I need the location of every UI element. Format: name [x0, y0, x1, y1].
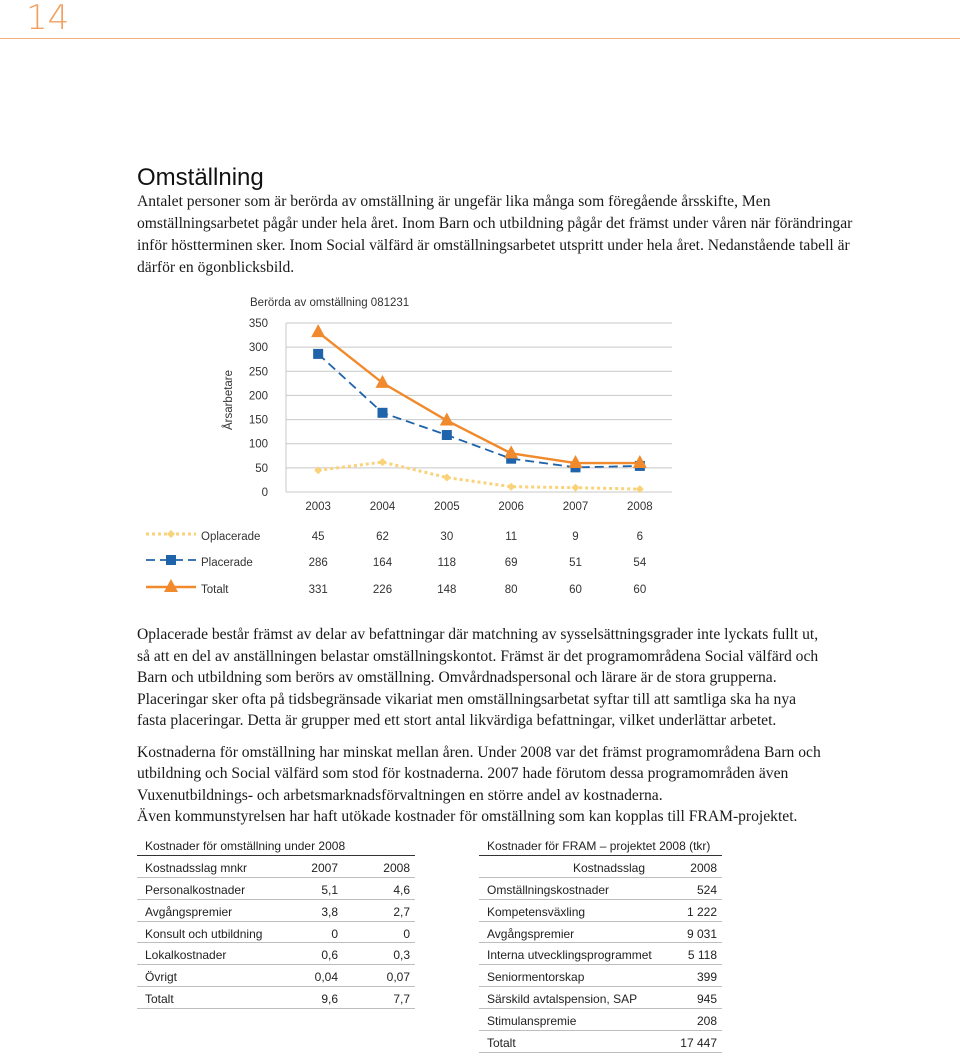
- table-row: [137, 900, 415, 922]
- x-tick-label: 2003: [305, 501, 331, 513]
- body-paragraph-3: Även kommunstyrelsen har haft utökade kostnader för omställning som kan kopplas till FRAM-projektet.: [137, 808, 798, 825]
- table-cell: Övrigt: [145, 970, 178, 985]
- fram-table: [479, 834, 722, 1053]
- table-cell: Totalt: [145, 992, 174, 1007]
- table-cell: Lokalkostnader: [145, 948, 227, 963]
- table-cell: Personalkostnader: [145, 882, 246, 897]
- data-label: 9: [572, 531, 579, 543]
- table-cell: 524: [696, 882, 717, 897]
- table-row-total: [137, 987, 415, 1009]
- table-cell: 4,6: [393, 882, 410, 897]
- data-label: 30: [440, 531, 454, 543]
- y-tick-label: 300: [248, 342, 268, 355]
- table-cell: 9,6: [321, 992, 338, 1007]
- data-point-totalt: [311, 324, 325, 337]
- legend-marker-oplacerade: [167, 530, 175, 538]
- table-cell: 0,07: [386, 970, 410, 985]
- data-label: 286: [308, 557, 328, 569]
- data-point-placerade: [442, 430, 452, 440]
- y-axis-label: Årsarbetare: [223, 369, 235, 431]
- x-tick-label: 2004: [369, 501, 396, 513]
- legend-marker-placerade: [166, 555, 176, 565]
- table-cell: 945: [696, 992, 717, 1007]
- series-line-oplacerade: [318, 462, 640, 489]
- chart-title: Berörda av omställning 081231: [250, 297, 410, 309]
- table-cell: Särskild avtalspension, SAP: [487, 992, 638, 1007]
- table-cell: 9 031: [686, 926, 717, 941]
- section-heading: Omställning: [137, 164, 264, 191]
- table-row: [479, 900, 722, 922]
- table-row: [137, 965, 415, 987]
- data-label: 331: [308, 584, 328, 596]
- table-cell: Totalt: [487, 1036, 516, 1051]
- legend-marker-totalt: [164, 579, 178, 592]
- table-cell: 5 118: [687, 948, 717, 963]
- data-label: 11: [505, 531, 518, 543]
- data-point-oplacerade: [379, 458, 387, 466]
- fram-table-header: 2008: [690, 860, 717, 875]
- cost-table-title-row: [137, 834, 415, 856]
- table-cell: 2,7: [393, 904, 410, 919]
- table-cell: 17 447: [680, 1036, 717, 1051]
- data-label: 80: [504, 584, 518, 596]
- table-cell: Stimulanspremie: [487, 1014, 577, 1029]
- x-tick-label: 2006: [498, 501, 524, 513]
- table-cell: 0: [403, 926, 410, 941]
- data-point-placerade: [313, 349, 323, 359]
- page-number: 14: [26, 0, 70, 38]
- table-cell: Interna utvecklingsprogrammet: [487, 948, 652, 963]
- table-row: [479, 1009, 722, 1031]
- x-tick-label: 2007: [562, 501, 589, 513]
- data-label: 226: [372, 584, 393, 596]
- table-row: [479, 965, 722, 987]
- cost-table-header-row: [137, 856, 415, 878]
- table-cell: 5,1: [321, 882, 338, 897]
- table-cell: 3,8: [321, 904, 338, 919]
- x-tick-label: 2008: [627, 501, 653, 513]
- table-cell: 208: [696, 1014, 717, 1029]
- y-tick-label: 150: [248, 414, 268, 427]
- data-label: 45: [311, 531, 325, 543]
- fram-table-title-row: [479, 834, 722, 856]
- legend-label-oplacerade: Oplacerade: [201, 531, 261, 543]
- table-cell: 7,7: [393, 992, 410, 1007]
- data-label: 118: [437, 557, 457, 569]
- table-row: [479, 922, 722, 944]
- table-cell: Avgångspremier: [145, 904, 233, 919]
- table-row: [137, 943, 415, 965]
- data-label: 69: [504, 557, 518, 569]
- y-tick-label: 100: [248, 438, 268, 451]
- table-cell: 0,04: [314, 970, 338, 985]
- data-label: 148: [437, 584, 457, 596]
- y-tick-label: 250: [248, 366, 268, 379]
- fram-table-header: Kostnadsslag: [572, 860, 645, 875]
- data-point-oplacerade: [507, 483, 515, 491]
- table-row: [479, 987, 722, 1009]
- table-cell: Seniormentorskap: [487, 970, 585, 985]
- legend-label-totalt: Totalt: [201, 584, 229, 596]
- data-label: 51: [569, 557, 582, 569]
- intro-paragraph: Antalet personer som är berörda av omställning är ungefär lika många som föregående årsskifte, Men omställningsarbetet pågår under hela året. Inom Barn och utbildning pågår det främst under våren när förändringar inför höstterminen sker. Inom Social välfärd är omställningsarbetet utspritt under hela året. Nedanstående tabell är därför en ögonblicksbild.: [137, 193, 853, 276]
- data-label: 60: [633, 584, 647, 596]
- table-cell: 399: [696, 970, 717, 985]
- cost-table-header: 2008: [383, 860, 410, 875]
- cost-table-header: 2007: [311, 860, 338, 875]
- data-label: 62: [376, 531, 389, 543]
- cost-table-title: Kostnader för omställning under 2008: [145, 839, 346, 853]
- data-point-oplacerade: [572, 484, 580, 492]
- data-point-placerade: [378, 408, 388, 418]
- table-row: [137, 922, 415, 944]
- data-label: 164: [372, 557, 393, 569]
- table-row-total: [479, 1031, 722, 1053]
- table-cell: 1 222: [686, 904, 717, 919]
- table-row: [479, 878, 722, 900]
- y-tick-label: 200: [248, 390, 268, 403]
- data-label: 54: [633, 557, 647, 569]
- data-label: 60: [569, 584, 582, 596]
- y-tick-label: 0: [261, 487, 268, 499]
- data-label: 6: [636, 531, 644, 543]
- body-section: [137, 624, 827, 828]
- cost-table: [137, 834, 415, 1009]
- table-cell: 0: [331, 926, 338, 941]
- table-row: [479, 943, 722, 965]
- body-paragraph-1: Oplacerade består främst av delar av befattningar där matchning av sysselsättningsgrader inte lyckats fullt ut, så att en del av anställningen belastar omställningskontot. Främst är det programområdena Social välfärd och Barn och utbildning som berörs av omställning. Omvårdnadspersonal och lärare är de stora grupperna. Placeringar sker ofta på tidsbegränsade vikariat men omställningsarbetat syftar till att samtliga ska ha nya fasta placeringar. Detta är grupper med ett stort antal likvärdiga befattningar, vilket underlättar arbetet.: [137, 626, 819, 729]
- data-point-oplacerade: [443, 474, 451, 482]
- table-cell: Omställningskostnader: [487, 882, 610, 897]
- table-cell: Kompetensväxling: [487, 904, 586, 919]
- x-tick-label: 2005: [434, 501, 460, 513]
- legend-label-placerade: Placerade: [201, 557, 253, 569]
- data-point-totalt: [376, 375, 390, 388]
- y-tick-label: 50: [255, 462, 268, 475]
- body-paragraph-2: Kostnaderna för omställning har minskat mellan åren. Under 2008 var det främst programområdena Barn och utbildning och Social välfärd som stod för kostnaderna. 2007 hade förutom dessa programområden även Vuxenutbildnings- och arbetsmarknadsförvaltningen en större andel av kostnaderna.: [137, 743, 821, 804]
- cost-table-header: Kostnadsslag mnkr: [145, 860, 248, 875]
- table-cell: 0,3: [393, 948, 410, 963]
- table-cell: Konsult och utbildning: [145, 926, 263, 941]
- table-cell: 0,6: [321, 948, 338, 963]
- table-row: [137, 878, 415, 900]
- table-cell: Avgångspremier: [487, 926, 575, 941]
- fram-table-header-row: [479, 856, 722, 878]
- fram-table-title: Kostnader för FRAM – projektet 2008 (tkr): [487, 839, 711, 853]
- y-tick-label: 350: [248, 318, 268, 330]
